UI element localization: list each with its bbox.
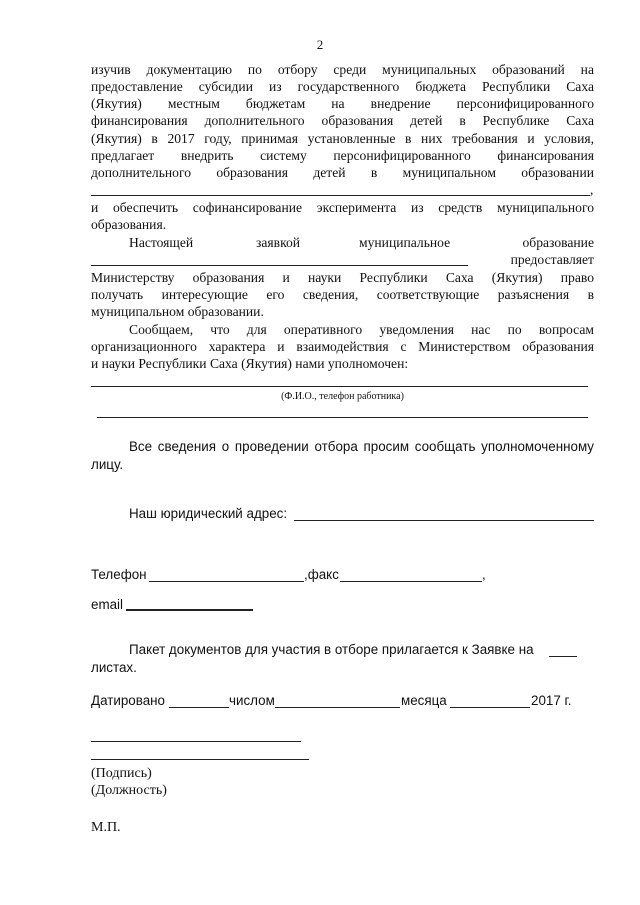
dated-year-field[interactable] xyxy=(450,707,530,708)
authorized-line-3: и науки Республики Саха (Якутия) нами уполномочен: xyxy=(91,356,409,371)
notice-line-1: Все сведения о проведении отбора просим сообщать уполномоченному xyxy=(129,439,594,454)
dated-label: Датировано xyxy=(91,693,165,708)
municipality-comma: , xyxy=(590,182,594,197)
signature-label: (Подпись) xyxy=(91,766,152,781)
contacts-comma: , xyxy=(482,567,486,582)
intro-line-3: (Якутия) местным бюджетам на внедрение персонифицированного xyxy=(91,96,594,111)
authorized-line-1: Сообщаем, что для оперативного уведомления нас по вопросам xyxy=(129,322,594,337)
cofinance-line-1: и обеспечить софинансирование эксперимента из средств муниципального xyxy=(91,200,594,215)
package-pages-field[interactable] xyxy=(549,656,577,657)
authorized-caption: (Ф.И.О., телефон работника) xyxy=(281,391,404,402)
municipality-name-line[interactable] xyxy=(91,195,590,196)
intro-line-7: дополнительного образования детей в муниципальном образовании xyxy=(91,165,594,180)
phone-label: Телефон xyxy=(91,567,147,582)
application-line-4: получать интересующие его сведения, соответствующие разъяснения в xyxy=(91,287,594,302)
dated-day-field[interactable] xyxy=(169,707,229,708)
cofinance-line-2: образования. xyxy=(91,217,167,232)
signature-field[interactable] xyxy=(91,741,301,742)
intro-line-2: предоставление субсидии из государственного бюджета Республики Саха xyxy=(91,79,594,94)
fax-label: ,факс xyxy=(304,567,339,582)
application-word-1: Настоящей xyxy=(129,235,194,250)
municipality-line[interactable] xyxy=(91,265,468,266)
intro-line-4: финансирования дополнительного образования детей в Республике Саха xyxy=(91,113,594,128)
authorized-phone-line[interactable] xyxy=(97,417,588,418)
application-word-3: муниципальное xyxy=(359,235,451,250)
authorized-name-line[interactable] xyxy=(91,386,588,387)
fax-field[interactable] xyxy=(340,581,482,582)
authorized-line-2: организационного характера и взаимодействия с Министерством образования xyxy=(91,339,594,354)
seal-label: М.П. xyxy=(91,820,121,835)
phone-field[interactable] xyxy=(149,581,304,582)
intro-line-5: (Якутия) в 2017 году, принимая установленные в них требования и условия, xyxy=(91,131,594,146)
notice-line-2: лицу. xyxy=(91,457,124,472)
package-line-2: листах. xyxy=(91,660,137,675)
email-label: email xyxy=(91,597,123,612)
application-word-4: образование xyxy=(522,235,594,250)
intro-line-6: предлагает внедрить систему персонифицированного финансирования xyxy=(91,148,594,163)
email-field[interactable] xyxy=(126,609,253,611)
package-text: Пакет документов для участия в отборе прилагается к Заявке на xyxy=(129,642,534,657)
application-line-5: муниципальном образовании. xyxy=(91,304,264,319)
address-field[interactable] xyxy=(294,520,594,521)
dated-day-label: числом xyxy=(229,693,275,708)
dated-month-field[interactable] xyxy=(275,707,400,708)
dated-month-label: месяца xyxy=(401,693,447,708)
dated-year-suffix: 2017 г. xyxy=(531,693,572,708)
page-number: 2 xyxy=(316,37,324,52)
application-word-2: заявкой xyxy=(256,235,301,250)
address-label: Наш юридический адрес: xyxy=(129,506,288,521)
application-line-3: Министерству образования и науки Республики Саха (Якутия) право xyxy=(91,270,594,285)
position-label: (Должность) xyxy=(91,783,167,798)
position-field[interactable] xyxy=(91,759,309,760)
intro-line-1: изучив документацию по отбору среди муниципальных образований на xyxy=(91,62,594,77)
provides-word: предоставляет xyxy=(510,252,594,267)
